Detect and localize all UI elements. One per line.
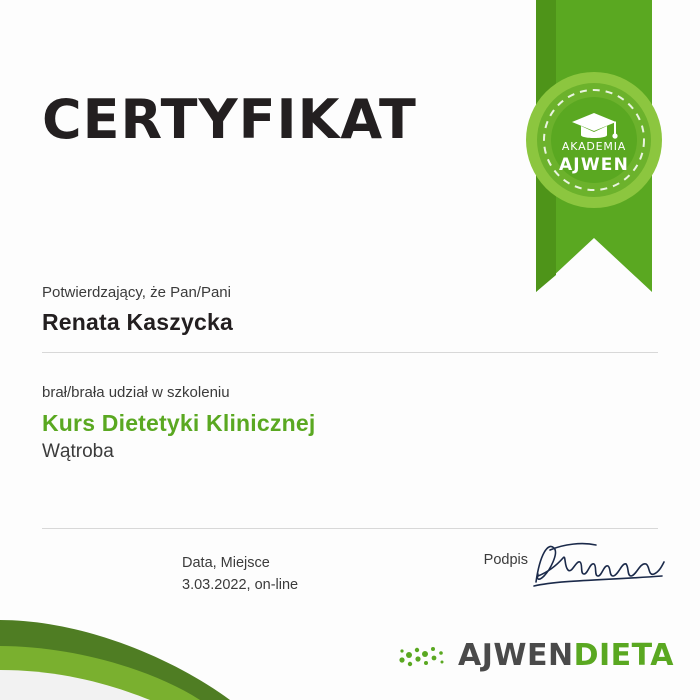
- date-place-label: Data, Miejsce: [182, 555, 270, 571]
- seal-line2: AJWEN: [558, 155, 630, 175]
- recipient-name: Renata Kaszycka: [42, 308, 233, 335]
- recipient-block: [42, 282, 512, 336]
- logo-text: [458, 638, 674, 673]
- corner-swoosh-decoration: [0, 560, 300, 700]
- date-place-value: 3.03.2022, on-line: [182, 577, 299, 594]
- brand-logo: [394, 636, 674, 674]
- logo-dots-icon: [394, 638, 450, 672]
- signature-label: Podpis: [483, 552, 528, 568]
- divider-2: [42, 528, 658, 529]
- logo-text-part1: AJWEN: [458, 637, 574, 673]
- course-name: Kurs Dietetyki Klinicznej: [42, 409, 316, 436]
- participation-label: brał/brała udział w szkoleniu: [42, 384, 230, 401]
- course-block: [42, 382, 562, 463]
- logo-text-part2: DIETA: [573, 637, 674, 673]
- confirm-label: Potwierdzający, że Pan/Pani: [42, 284, 231, 301]
- divider-1: [42, 352, 658, 353]
- signature-image: [530, 536, 670, 598]
- academy-seal: [516, 62, 672, 218]
- certificate-title: CERTYFIKAT: [42, 88, 417, 151]
- course-topic: Wątroba: [42, 440, 114, 462]
- seal-line1: AKADEMIA: [561, 140, 627, 153]
